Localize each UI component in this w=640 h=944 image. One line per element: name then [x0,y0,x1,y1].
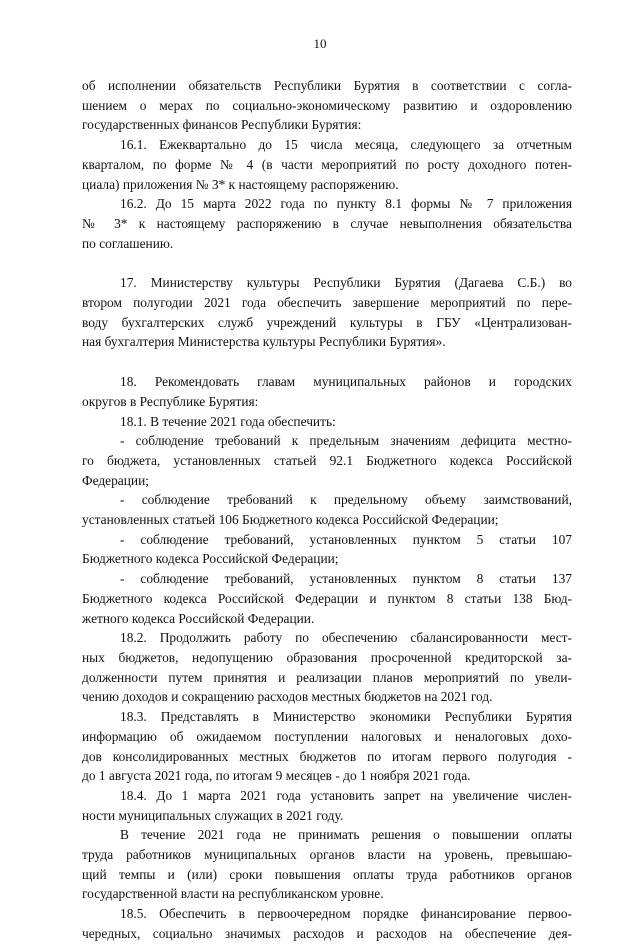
text-line: 18. Рекомендовать главам муниципальных районов и городских [120,374,572,390]
paragraph [82,825,572,904]
paragraph [82,431,572,490]
text-line: 18.5. Обеспечить в первоочередном порядке финансирование первоо- [120,906,572,922]
text-line: 16.1. Ежеквартально до 15 числа месяца, следующего за отчетным [120,137,572,153]
paragraph [82,786,572,825]
text-line: - соблюдение требований, установленных пунктом 8 статьи 137 [120,571,572,587]
text-line: кварталом, по форме № 4 (в части мероприятий по росту доходного потен- [82,156,572,172]
document-body [82,76,572,944]
text-line: ная бухгалтерия Министерства культуры Республики Бурятия». [82,334,446,350]
text-line: № 3* к настоящему распоряжению в случае невыполнения обязательства [82,215,572,231]
paragraph [82,490,572,529]
text-line: 18.2. Продолжить работу по обеспечению сбалансированности мест- [120,630,572,646]
text-line: Бюджетного кодекса Российской Федерации и пунктом 8 статьи 138 Бюд- [82,590,572,606]
paragraph-spacer [82,253,572,273]
text-line: 18.3. Представлять в Министерство экономики Республики Бурятия [120,709,572,725]
text-line: ных бюджетов, недопущению образования просроченной кредиторской за- [82,649,572,665]
text-line: Федерации; [82,472,149,488]
paragraph [82,412,572,432]
text-line: шением о мерах по социально-экономическому развитию и оздоровлению [82,97,572,113]
text-line: щий темпы и (или) сроки повышения оплаты труда работников органов [82,866,572,882]
text-line: втором полугодии 2021 года обеспечить завершение мероприятий по пере- [82,295,572,311]
paragraph [82,569,572,628]
paragraph-spacer [82,352,572,372]
paragraph [82,273,572,352]
paragraph [82,904,572,943]
text-line: Бюджетного кодекса Российской Федерации; [82,551,339,567]
text-line: воду бухгалтерских служб учреждений культуры в ГБУ «Централизован- [82,314,572,330]
text-line: В течение 2021 года не принимать решения о повышении оплаты [120,827,572,843]
paragraph [82,194,572,253]
text-line: округов в Республике Бурятия: [82,393,259,409]
text-line: информацию об ожидаемом поступлении налоговых и неналоговых дохо- [82,728,572,744]
text-line: долженности путем принятия и реализации планов мероприятий по увели- [82,669,572,685]
text-line: до 1 августа 2021 года, по итогам 9 месяцев - до 1 ноября 2021 года. [82,768,471,784]
paragraph [82,135,572,194]
text-line: об исполнении обязательств Республики Бурятия в соответствии с согла- [82,78,572,93]
text-line: государственной власти на республиканском уровне. [82,886,384,902]
text-line: черeдных, социально значимых расходов и расходов на обеспечение дея- [82,925,572,941]
text-line: - соблюдение требований к предельным значениям дефицита местно- [120,433,572,449]
text-line: установленных статьей 106 Бюджетного кодекса Российской Федерации; [82,512,499,528]
text-line: труда работников муниципальных органов власти на уровень, превышаю- [82,847,572,863]
text-line: - соблюдение требований, установленных пунктом 5 статьи 107 [120,531,572,547]
text-line: 16.2. До 15 марта 2022 года по пункту 8.1 формы № 7 приложения [120,196,572,212]
paragraph [82,530,572,569]
text-line: жетного кодекса Российской Федерации. [82,610,315,626]
paragraph [82,372,572,411]
text-line: 17. Министерству культуры Республики Бурятия (Дагаева С.Б.) во [120,275,572,291]
text-line: - соблюдение требований к предельному объему заимствований, [120,492,572,508]
text-line: го бюджета, установленных статьей 92.1 Бюджетного кодекса Российской [82,452,572,468]
page-number: 10 [313,36,327,51]
text-line: государственных финансов Республики Бурятия: [82,117,362,133]
paragraph [82,76,572,135]
paragraph [82,628,572,707]
text-line: 18.4. До 1 марта 2021 года установить запрет на увеличение числен- [120,787,572,803]
text-line: ности муниципальных служащих в 2021 году. [82,807,344,823]
text-line: дов консолидированных местных бюджетов по итогам первого полугодия - [82,748,572,764]
text-line: по соглашению. [82,235,174,251]
text-line: 18.1. В течение 2021 года обеспечить: [120,413,336,429]
text-line: чению доходов и сокращению расходов местных бюджетов на 2021 год. [82,689,493,705]
paragraph [82,707,572,786]
text-line: циала) приложения № 3* к настоящему распоряжению. [82,176,399,192]
